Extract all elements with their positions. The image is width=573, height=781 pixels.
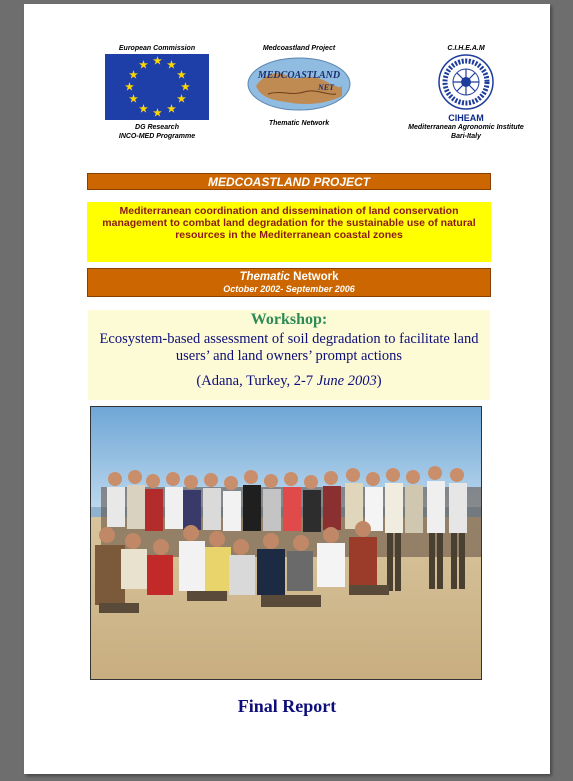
ciheam-emblem-icon xyxy=(438,54,494,110)
workshop-title: Ecosystem-based assessment of soil degradation to facilitate land users’ and land owners’ prompt actions xyxy=(99,331,479,364)
thematic-network-bar xyxy=(87,268,491,297)
ciheam-bottom-line2: Bari-Italy xyxy=(451,133,481,140)
network-word-plain: Network xyxy=(289,271,339,283)
document-page xyxy=(24,4,550,774)
ciheam-bottom-line1: Mediterranean Agronomic Institute xyxy=(408,124,524,131)
workshop-place-suffix: ) xyxy=(376,373,382,389)
workshop-label: Workshop: xyxy=(250,311,328,328)
ciheam-logo-block xyxy=(396,44,536,141)
eu-bottom-line2: INCO-MED Programme xyxy=(118,133,196,140)
medcoastland-logo-text: MEDCOASTLAND xyxy=(257,70,341,81)
network-period: October 2002- September 2006 xyxy=(223,284,355,294)
workshop-place-date: June 2003 xyxy=(316,373,377,389)
eu-flag-icon: ★ ★ ★ ★ ★ ★ ★ ★ ★ ★ ★ ★ xyxy=(105,54,209,120)
workshop-box xyxy=(88,310,490,400)
project-description: Mediterranean coordination and dissemination of land conservation management to combat land degradation for the sustainable use of natural resources in the Mediterranean coastal zones xyxy=(87,202,491,262)
workshop-place-prefix: (Adana, Turkey, 2-7 xyxy=(196,373,317,389)
ciheam-top-caption: C.I.H.E.A.M xyxy=(447,45,485,52)
final-report-label: Final Report xyxy=(237,696,337,716)
medcoastland-top-caption: Medcoastland Project xyxy=(262,45,336,52)
group-photo xyxy=(90,406,482,680)
medcoastland-logo-block xyxy=(239,44,359,128)
eu-top-caption: European Commission xyxy=(118,45,196,52)
ciheam-name: CIHEAM xyxy=(448,113,484,123)
medcoastland-logo-subtext: NET xyxy=(318,83,334,92)
network-word-italic: Thematic xyxy=(239,271,290,283)
medcoastland-logo xyxy=(246,56,352,112)
project-title-bar: MEDCOASTLAND PROJECT xyxy=(87,173,491,190)
eu-logo-block xyxy=(92,44,222,141)
eu-bottom-line1: DG Research xyxy=(135,124,179,131)
workshop-place xyxy=(88,373,490,390)
network-label xyxy=(88,271,490,284)
medcoastland-bottom-caption: Thematic Network xyxy=(268,120,330,127)
